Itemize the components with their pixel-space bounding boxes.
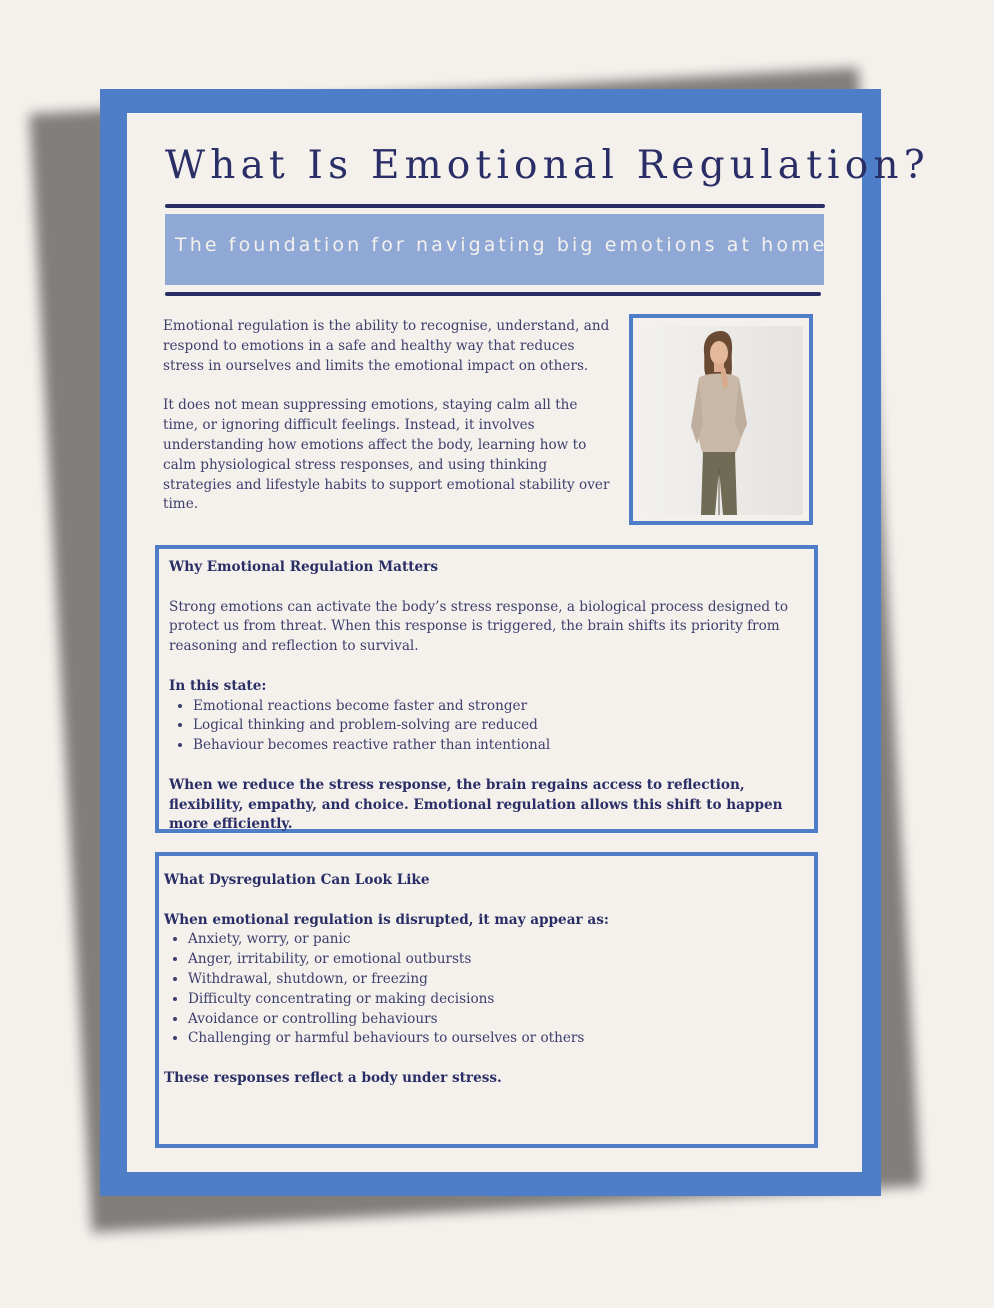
page-frame: [100, 89, 930, 1196]
list-item: • Avoidance or controlling behaviours: [188, 1010, 808, 1030]
spacer: [164, 891, 808, 911]
title-rule-bottom: [165, 292, 821, 296]
spacer: [169, 657, 804, 677]
list-item: • Withdrawal, shutdown, or freezing: [188, 970, 808, 990]
page-title: What Is Emotional Regulation?: [165, 143, 930, 188]
list-item: • Challenging or harmful behaviours to ourselves or others: [188, 1029, 808, 1049]
title-rule-top: [165, 204, 825, 208]
list-item: • Emotional reactions become faster and stronger: [193, 697, 804, 717]
subtitle-text: The foundation for navigating big emotions at home.: [175, 234, 837, 256]
list-item: • Anger, irritability, or emotional outbursts: [188, 950, 808, 970]
why-matters-box: [155, 545, 818, 833]
list-item: • Logical thinking and problem-solving are reduced: [193, 716, 804, 736]
intro-paragraph-2: It does not mean suppressing emotions, staying calm all the time, or ignoring difficult feelings. Instead, it involves understanding how emotions affect the body, learning how to calm physiological stress responses, and using thinking strategies and lifestyle habits to support emotional stability over time.: [163, 397, 610, 513]
subtitle-banner: [165, 214, 837, 285]
intro-section: [163, 317, 613, 535]
dysregulation-heading: What Dysregulation Can Look Like: [164, 872, 430, 888]
list-item: • Difficulty concentrating or making decisions: [188, 990, 808, 1010]
state-list: [169, 697, 804, 756]
why-matters-heading: Why Emotional Regulation Matters: [169, 559, 439, 575]
woman-portrait-illustration: [639, 326, 803, 515]
why-matters-paragraph: Strong emotions can activate the body’s stress response, a biological process designed to protect us from threat. When this response is triggered, the brain shifts its priority from reasoning and reflection to survival.: [169, 598, 789, 655]
dysregulation-lead: When emotional regulation is disrupted, it may appear as:: [164, 911, 609, 928]
spacer: [169, 756, 804, 776]
portrait-frame: [629, 314, 813, 525]
list-item: • Anxiety, worry, or panic: [188, 930, 808, 950]
dysregulation-conclusion: These responses reflect a body under stress.: [164, 1069, 502, 1086]
state-label: In this state:: [169, 677, 267, 694]
why-matters-conclusion: When we reduce the stress response, the brain regains access to reflection, flexibility, empathy, and choice. Emotional regulation allows this shift to happen more efficiently.: [169, 776, 783, 833]
portrait-photo: [639, 326, 803, 515]
spacer: [164, 1049, 808, 1069]
intro-paragraph-1: Emotional regulation is the ability to recognise, understand, and respond to emotions in a safe and healthy way that reduces stress in ourselves and limits the emotional impact on others.: [163, 318, 610, 374]
dysregulation-list: [164, 930, 808, 1049]
dysregulation-box: [155, 852, 818, 1148]
page-sheet: [127, 113, 930, 1172]
spacer: [169, 578, 804, 598]
list-item: • Behaviour becomes reactive rather than intentional: [193, 736, 804, 756]
